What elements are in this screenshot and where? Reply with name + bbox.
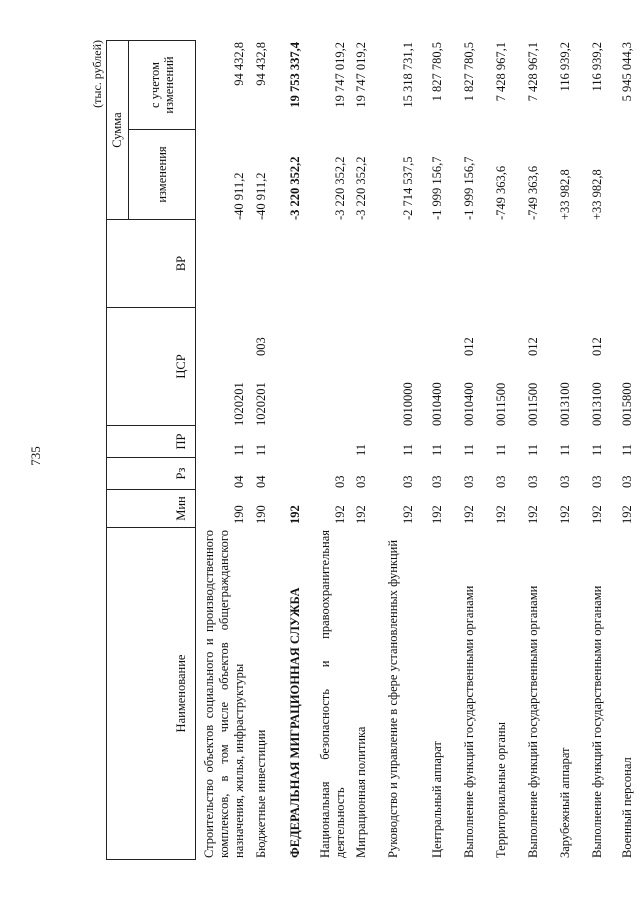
row-min: 192 bbox=[526, 505, 540, 524]
row-min: 192 bbox=[558, 505, 572, 524]
row-change: -3 220 352,2 bbox=[354, 156, 368, 220]
row-name: Руководство и управление в сфере установленных функций bbox=[386, 539, 400, 858]
row-total: 19 753 337,4 bbox=[288, 42, 302, 108]
row-rz: 04 bbox=[232, 475, 246, 488]
row-min: 190 bbox=[254, 505, 268, 524]
row-change: +33 982,8 bbox=[558, 169, 572, 220]
row-change: -1 999 156,7 bbox=[430, 156, 444, 220]
row-csr: 0011500 bbox=[526, 382, 540, 426]
row-pr: 11 bbox=[590, 443, 604, 456]
row-total: 7 428 967,1 bbox=[494, 42, 508, 102]
row-min: 192 bbox=[494, 505, 508, 524]
row-name: Миграционная политика bbox=[354, 726, 368, 858]
row-min: 192 bbox=[590, 505, 604, 524]
row-csr: 0011500 bbox=[494, 382, 508, 426]
row-csr: 0010400 bbox=[430, 382, 444, 426]
row-change: -3 220 352,2 bbox=[288, 156, 302, 220]
row-change: -3 220 352,2 bbox=[333, 156, 347, 220]
row-total: 116 939,2 bbox=[558, 42, 572, 92]
row-name: Национальная безопасность и правоохранительная деятельность bbox=[318, 530, 347, 858]
row-name: Зарубежный аппарат bbox=[558, 747, 572, 858]
row-csr: 0010000 bbox=[401, 382, 415, 426]
row-min: 192 bbox=[462, 505, 476, 524]
row-change: -40 911,2 bbox=[254, 172, 268, 220]
row-vr: 003 bbox=[254, 337, 268, 356]
row-csr: 0013100 bbox=[558, 382, 572, 426]
header-changes: изменения bbox=[129, 129, 195, 219]
row-change: -1 999 156,7 bbox=[462, 156, 476, 220]
row-csr: 0013100 bbox=[590, 382, 604, 426]
row-total: 1 827 780,5 bbox=[462, 42, 476, 102]
table-header bbox=[106, 40, 196, 860]
row-vr: 012 bbox=[590, 337, 604, 356]
row-vr: 012 bbox=[526, 337, 540, 356]
header-rz: Рз bbox=[107, 457, 195, 489]
units-label: (тыс. рублей) bbox=[90, 40, 104, 108]
row-rz: 03 bbox=[462, 475, 476, 488]
row-rz: 03 bbox=[430, 475, 444, 488]
header-sum: Сумма bbox=[107, 41, 129, 219]
row-total: 116 939,2 bbox=[590, 42, 604, 92]
row-total: 94 432,8 bbox=[254, 42, 268, 86]
row-name: Центральный аппарат bbox=[430, 741, 444, 858]
row-name: Бюджетные инвестиции bbox=[254, 729, 268, 858]
row-rz: 03 bbox=[333, 475, 347, 488]
row-pr: 11 bbox=[401, 443, 415, 456]
row-rz: 03 bbox=[526, 475, 540, 488]
header-pr: ПР bbox=[107, 425, 195, 457]
budget-table-document bbox=[90, 40, 634, 860]
row-total: 15 318 731,1 bbox=[401, 42, 415, 108]
page-number: 735 bbox=[28, 446, 43, 466]
row-name: Выполнение функций государственными органами bbox=[526, 585, 540, 858]
row-pr: 11 bbox=[254, 443, 268, 456]
row-total: 7 428 967,1 bbox=[526, 42, 540, 102]
row-change: -40 911,2 bbox=[232, 172, 246, 220]
row-total: 19 747 019,2 bbox=[354, 42, 368, 108]
row-pr: 11 bbox=[494, 443, 508, 456]
row-name: Строительство объектов социального и производственного комплексов, в том числе объектов общегражданского назначения, жилья, инфраструктуры bbox=[202, 530, 246, 858]
row-total: 1 827 780,5 bbox=[430, 42, 444, 102]
row-csr: 0015800 bbox=[620, 382, 634, 426]
row-min: 192 bbox=[288, 505, 302, 524]
row-min: 190 bbox=[232, 505, 246, 524]
header-with-changes: с учетом изменений bbox=[148, 56, 176, 114]
row-min: 192 bbox=[430, 505, 444, 524]
row-name: Военный персонал bbox=[620, 757, 634, 858]
row-pr: 11 bbox=[462, 443, 476, 456]
header-vr: ВР bbox=[107, 219, 195, 307]
row-pr: 11 bbox=[354, 443, 368, 456]
row-change: -749 363,6 bbox=[526, 165, 540, 220]
row-pr: 11 bbox=[430, 443, 444, 456]
row-min: 192 bbox=[333, 505, 347, 524]
row-pr: 11 bbox=[232, 443, 246, 456]
row-min: 192 bbox=[620, 505, 634, 524]
row-pr: 11 bbox=[526, 443, 540, 456]
row-csr: 1020201 bbox=[254, 382, 268, 426]
row-name: Территориальные органы bbox=[494, 721, 508, 858]
row-csr: 1020201 bbox=[232, 382, 246, 426]
header-name: Наименование bbox=[107, 527, 195, 859]
row-change: -2 714 537,5 bbox=[401, 156, 415, 220]
row-name: Выполнение функций государственными органами bbox=[462, 585, 476, 858]
row-name: ФЕДЕРАЛЬНАЯ МИГРАЦИОННАЯ СЛУЖБА bbox=[288, 587, 302, 858]
row-pr: 11 bbox=[620, 443, 634, 456]
row-min: 192 bbox=[354, 505, 368, 524]
header-min: Мин bbox=[107, 489, 195, 527]
row-min: 192 bbox=[401, 505, 415, 524]
row-csr: 0010400 bbox=[462, 382, 476, 426]
row-rz: 03 bbox=[558, 475, 572, 488]
header-csr: ЦСР bbox=[107, 307, 195, 425]
row-rz: 04 bbox=[254, 475, 268, 488]
row-rz: 03 bbox=[590, 475, 604, 488]
row-total: 19 747 019,2 bbox=[333, 42, 347, 108]
row-change: +33 982,8 bbox=[590, 169, 604, 220]
row-change: -749 363,6 bbox=[494, 165, 508, 220]
row-name: Выполнение функций государственными органами bbox=[590, 585, 604, 858]
row-total: 5 945 044,3 bbox=[620, 42, 634, 102]
row-vr: 012 bbox=[462, 337, 476, 356]
row-rz: 03 bbox=[401, 475, 415, 488]
row-total: 94 432,8 bbox=[232, 42, 246, 86]
row-pr: 11 bbox=[558, 443, 572, 456]
row-rz: 03 bbox=[494, 475, 508, 488]
row-rz: 03 bbox=[620, 475, 634, 488]
row-rz: 03 bbox=[354, 475, 368, 488]
